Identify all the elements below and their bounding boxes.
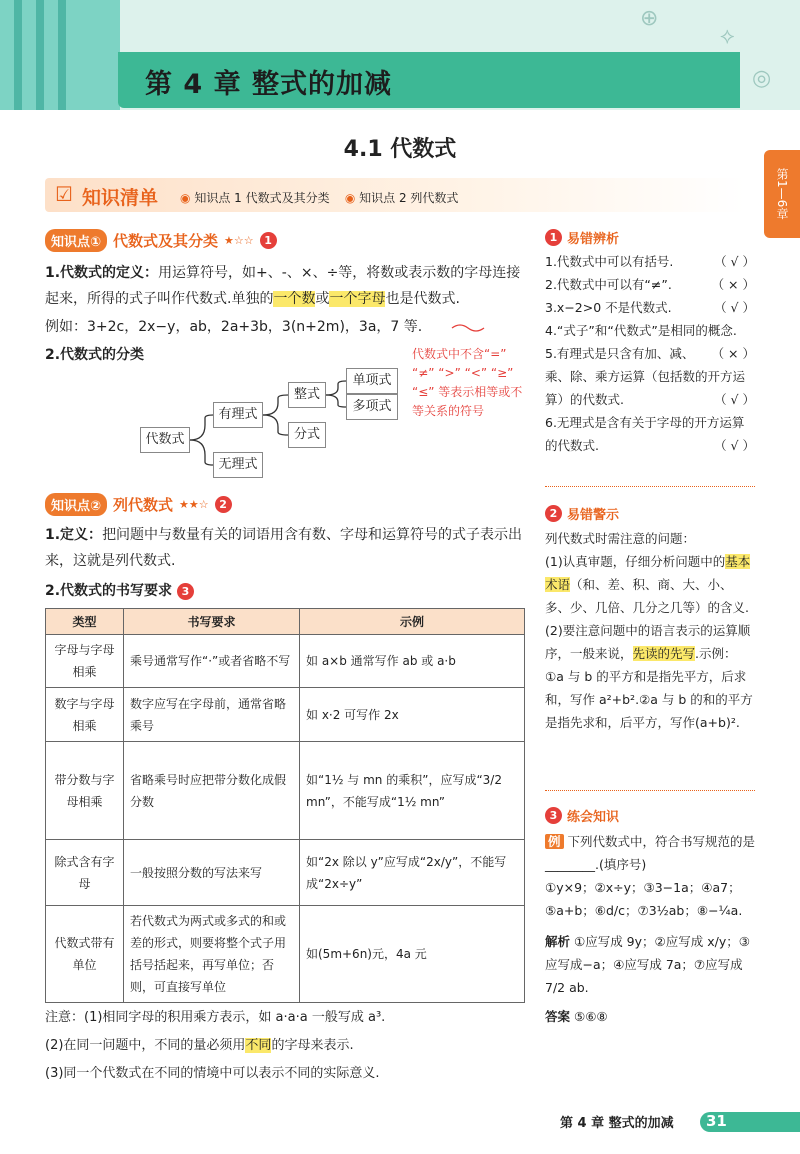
item-text: 2.代数式中可以有“≠”. bbox=[545, 277, 672, 292]
answer-label: 答案 bbox=[545, 1009, 571, 1024]
item-text: 1.代数式中可以有括号. bbox=[545, 254, 674, 269]
divider bbox=[545, 790, 755, 791]
table-cell: 除式含有字母 bbox=[46, 840, 124, 906]
rp-sec2-point bbox=[545, 550, 755, 619]
item-mark: （ √ ） bbox=[714, 254, 755, 269]
definition-text: 把问题中与数量有关的词语用含有数、字母和运算符号的式子表示出来，这就是列代数式. bbox=[45, 527, 523, 569]
side-tab[interactable]: 第1—6章 bbox=[764, 150, 800, 238]
note-text: (2)在同一问题中，不同的量必须用 bbox=[45, 1038, 246, 1053]
kp2-heading bbox=[45, 492, 232, 516]
notes-block bbox=[45, 1004, 530, 1088]
table-cell: 如“2x 除以 y”应写成“2x/y”，不能写成“2x÷y” bbox=[300, 840, 525, 906]
list-item bbox=[545, 296, 755, 319]
table-row bbox=[46, 840, 525, 906]
rp-sec1-title: 易错辨析 bbox=[567, 232, 620, 247]
ref-badge: 3 bbox=[177, 583, 194, 600]
table-cell: 如(5m+6n)元，4a 元 bbox=[300, 906, 525, 1003]
kp1-example: 例如：3+2c，2x−y，ab，2a+3b，3(n+2m)，3a，7 等. bbox=[45, 319, 423, 335]
item-mark: （ √ ） bbox=[714, 438, 755, 453]
rp-sec2-body bbox=[545, 527, 755, 734]
table-cell: 代数式带有单位 bbox=[46, 906, 124, 1003]
highlight-text: 不同 bbox=[245, 1038, 272, 1053]
table-cell: 如 a×b 通常写作 ab 或 a·b bbox=[300, 635, 525, 688]
item-text: 3.x−2>0 不是代数式. bbox=[545, 300, 672, 315]
target-icon: ◉ bbox=[180, 191, 191, 205]
checkbox-icon: ☑ bbox=[55, 182, 73, 206]
section-title: 4.1 代数式 bbox=[343, 137, 457, 162]
page-number: 31 bbox=[706, 1112, 727, 1130]
table-cell: 一般按照分数的写法来写 bbox=[124, 840, 300, 906]
point-text: (1)认真审题，仔细分析问题中的 bbox=[545, 554, 726, 569]
table-row bbox=[46, 742, 525, 840]
table-cell: 数字与字母相乘 bbox=[46, 688, 124, 742]
definition-label: 1.代数式的定义： bbox=[45, 265, 159, 281]
ref-badge: 3 bbox=[545, 807, 562, 824]
example-question bbox=[545, 830, 755, 876]
list-item bbox=[545, 411, 755, 457]
list-item bbox=[545, 319, 755, 361]
tree-node-polynomial: 多项式 bbox=[346, 394, 398, 420]
note-line: 注意：(1)相同字母的积用乘方表示，如 a·a·a 一般写成 a³. bbox=[45, 1010, 386, 1025]
rp-sec2-intro: 列代数式时需注意的问题： bbox=[545, 531, 696, 546]
highlight-text: 一个字母 bbox=[329, 291, 386, 307]
kp2-definition bbox=[45, 522, 530, 574]
tree-node-fraction: 分式 bbox=[288, 422, 326, 448]
rp-sec2-title: 易错警示 bbox=[567, 508, 620, 523]
analysis bbox=[545, 930, 755, 999]
item-mark: （ × ） bbox=[711, 346, 755, 361]
table-cell: 数字应写在字母前，通常省略乘号 bbox=[124, 688, 300, 742]
ref-badge: 1 bbox=[545, 229, 562, 246]
item-mark: （ √ ） bbox=[714, 392, 755, 407]
knowledge-list-title: 知识清单 bbox=[82, 187, 159, 209]
item-mark: （ × ） bbox=[711, 277, 755, 292]
list-item bbox=[545, 273, 755, 296]
definition-text: 用运算符号，如+、-、×、÷等，将数或表示数的字母连接起来，所得的式子叫作代数式.单独的 bbox=[45, 265, 521, 307]
math-deco-icon: ⟡ bbox=[720, 24, 735, 49]
ref-badge: 1 bbox=[260, 232, 277, 249]
divider bbox=[545, 486, 755, 487]
note-line bbox=[45, 1032, 530, 1060]
rp-sec1-list bbox=[545, 250, 755, 457]
highlight-text: 先读的先写 bbox=[632, 646, 696, 661]
target-icon: ◉ bbox=[344, 191, 356, 205]
note-text: 的字母来表示. bbox=[271, 1038, 354, 1053]
definition-label: 1.定义： bbox=[45, 527, 103, 543]
ref-badge: 2 bbox=[545, 505, 562, 522]
rp-sec2-point bbox=[545, 619, 755, 734]
answer bbox=[545, 1005, 755, 1028]
table-cell: 乘号通常写作“·”或者省略不写 bbox=[124, 635, 300, 688]
kp1-title: 代数式及其分类 bbox=[113, 231, 219, 250]
point-text: .示例：①a 与 b 的平方和是指先平方，后求和，写作 a²+b².②a 与 b 的和的平方是指先求和，后平方，写作(a+b)². bbox=[545, 646, 753, 730]
table-row bbox=[46, 906, 525, 1003]
analysis-text: ①应写成 9y；②应写成 x/y；③应写成−a；④应写成 7a；⑦应写成 7/2 ab. bbox=[545, 934, 750, 995]
tree-node-root: 代数式 bbox=[140, 427, 190, 453]
item-text: 4.“式子”和“代数式”是相同的概念. bbox=[545, 323, 737, 338]
table-row bbox=[46, 688, 525, 742]
wavy-underline bbox=[452, 325, 484, 331]
list-item bbox=[545, 250, 755, 273]
table-cell: 字母与字母相乘 bbox=[46, 635, 124, 688]
footer-chapter: 第 4 章 整式的加减 bbox=[560, 1116, 674, 1131]
item-text: 5.有理式是只含有加、减、乘、除、乘方运算（包括数的开方运算）的代数式. bbox=[545, 346, 746, 407]
table-header-row bbox=[46, 609, 525, 635]
chapter-title: 第 4 章 整式的加减 bbox=[145, 69, 392, 100]
highlight-text: 一个数 bbox=[273, 291, 316, 307]
definition-text: 或 bbox=[315, 291, 330, 307]
table-cell: 带分数与字母相乘 bbox=[46, 742, 124, 840]
classify-heading: 2.代数式的分类 bbox=[45, 347, 145, 363]
table-header: 示例 bbox=[300, 609, 525, 635]
knowledge-list-item[interactable]: 知识点 1 代数式及其分类 bbox=[194, 191, 330, 205]
handwritten-note: 代数式中不含“=” “≠” “>” “<” “≥” “≤” 等表示相等或不等关系的符号 bbox=[412, 347, 523, 418]
math-deco-icon: ◎ bbox=[752, 66, 772, 91]
rp-sec3-title: 练会知识 bbox=[567, 810, 620, 825]
kp1-tag: 知识点① bbox=[45, 229, 107, 252]
example-options: ①y×9；②x÷y；③3−1a；④a7；⑤a+b；⑥d/c；⑦3½ab；⑧−¼a. bbox=[545, 880, 743, 918]
rp-sec2-heading bbox=[545, 504, 619, 523]
difficulty-stars: ★★☆ bbox=[179, 497, 209, 511]
rp-sec3-body bbox=[545, 830, 755, 1028]
note-line: (3)同一个代数式在不同的情境中可以表示不同的实际意义. bbox=[45, 1066, 380, 1081]
knowledge-list-item[interactable]: 知识点 2 列代数式 bbox=[359, 191, 459, 205]
tree-node-irrational: 无理式 bbox=[213, 452, 263, 478]
analysis-label: 解析 bbox=[545, 934, 571, 949]
answer-text: ⑤⑥⑧ bbox=[574, 1009, 608, 1024]
req-heading-text: 2.代数式的书写要求 bbox=[45, 583, 173, 599]
req-heading bbox=[45, 580, 194, 600]
tree-node-rational: 有理式 bbox=[213, 402, 263, 428]
item-mark: （ √ ） bbox=[714, 300, 755, 315]
table-cell: 如 x·2 可写作 2x bbox=[300, 688, 525, 742]
table-cell: 若代数式为两式或多式的和或差的形式，则要将整个式子用括号括起来，再写单位；否则，可直接写单位 bbox=[124, 906, 300, 1003]
question-text: 下列代数式中，符合书写规范的是________.(填序号) bbox=[545, 834, 756, 872]
difficulty-stars: ★☆☆ bbox=[224, 233, 254, 247]
requirements-table bbox=[45, 608, 525, 1003]
table-header: 书写要求 bbox=[124, 609, 300, 635]
example-tag: 例 bbox=[545, 834, 564, 849]
kp2-tag: 知识点② bbox=[45, 493, 107, 516]
table-cell: 如“1½ 与 mn 的乘积”，应写成“3/2 mn”，不能写成“1½ mn” bbox=[300, 742, 525, 840]
tree-node-monomial: 单项式 bbox=[346, 368, 398, 394]
item-text: 6.无理式是含有关于字母的开方运算的代数式. bbox=[545, 415, 745, 453]
tree-node-integral: 整式 bbox=[288, 382, 326, 408]
kp2-title: 列代数式 bbox=[113, 495, 174, 514]
table-header: 类型 bbox=[46, 609, 124, 635]
point-text: （和、差、积、商、大、小、多、少、几倍、几分之几等）的含义. bbox=[545, 577, 749, 615]
math-deco-icon: ⊕ bbox=[640, 6, 659, 31]
definition-text: 也是代数式. bbox=[385, 291, 460, 307]
table-row bbox=[46, 635, 525, 688]
point-text: (2)要注意问题中的语言表示的运算顺序，一般来说， bbox=[545, 623, 751, 661]
rp-sec1-heading bbox=[545, 228, 619, 247]
ref-badge: 2 bbox=[215, 496, 232, 513]
highlight-text: 基本术语 bbox=[545, 554, 751, 592]
table-cell: 省略乘号时应把带分数化成假分数 bbox=[124, 742, 300, 840]
rp-sec3-heading bbox=[545, 806, 619, 825]
